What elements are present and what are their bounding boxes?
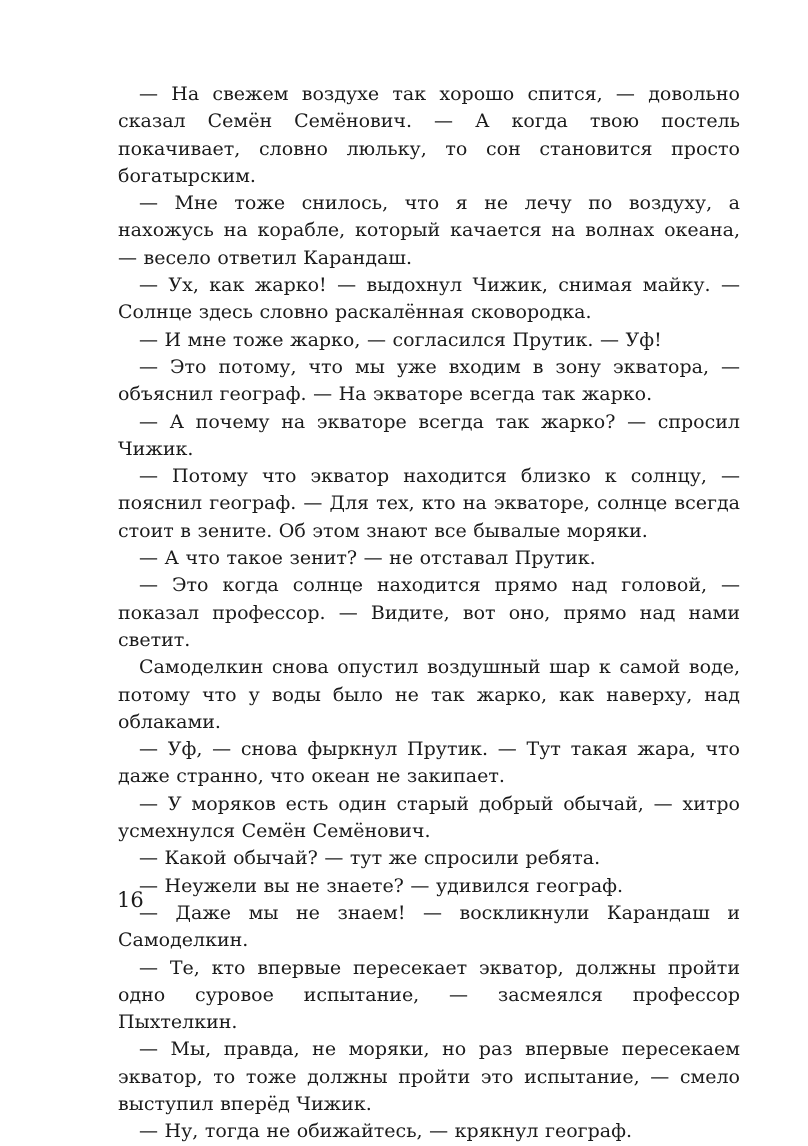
paragraph-3: — Ух, как жарко! — выдохнул Чижик, снимая майку. — Солнце здесь словно раскалённая сковородка. [118,274,740,324]
paragraph-13: — Какой обычай? — тут же спросили ребята. [139,847,601,870]
paragraph-8: — А что такое зенит? — не отставал Прутик. [139,547,596,570]
paragraph-7: — Потому что экватор находится близко к солнцу, — пояснил географ. — Для тех, кто на экваторе, солнце всегда стоит в зените. Об этом знают все бывалые моряки. [118,465,740,542]
paragraph-6: — А почему на экваторе всегда так жарко? — спросил Чижик. [118,410,740,460]
paragraph-9: — Это когда солнце находится прямо над головой, — показал профессор. — Видите, вот оно, прямо над нами светит. [118,574,740,651]
paragraph-5: — Это потому, что мы уже входим в зону экватора, — объяснил географ. — На экваторе всегда так жарко. [118,355,740,406]
paragraph-11: — Уф, — снова фыркнул Прутик. — Тут такая жара, что даже странно, что океан не закипает. [118,738,740,788]
body-text [118,81,740,1146]
paragraph-12: — У моряков есть один старый добрый обычай, — хитро усмехнулся Семён Семёнович. [118,792,740,843]
paragraph-18: — Ну, тогда не обижайтесь, — крякнул географ. [139,1120,633,1143]
paragraph-14: — Неужели вы не знаете? — удивился географ. [139,874,624,897]
paragraph-16: — Те, кто впервые пересекает экватор, должны пройти одно суровое испытание, — засмеялся профессор Пыхтелкин. [118,956,740,1034]
paragraph-1: — На свежем воздухе так хорошо спится, — довольно сказал Семён Семёнович. — А когда твою постель покачивает, словно люльку, то сон становится просто богатырским. [118,83,740,187]
paragraph-17: — Мы, правда, не моряки, но раз впервые пересекаем экватор, то тоже должны пройти это испытание, — смело выступил вперёд Чижик. [118,1038,740,1115]
paragraph-10: Самоделкин снова опустил воздушный шар к самой воде, потому что у воды было не так жарко, как наверху, над облаками. [118,656,740,733]
paragraph-2: — Мне тоже снилось, что я не лечу по воздуху, а нахожусь на корабле, который качается на волнах океана, — весело ответил Карандаш. [118,192,740,269]
paragraph-15: — Даже мы не знаем! — воскликнули Карандаш и Самоделкин. [118,901,740,952]
page-number: 16 [117,888,144,912]
paragraph-4: — И мне тоже жарко, — согласился Прутик. — Уф! [139,328,662,351]
